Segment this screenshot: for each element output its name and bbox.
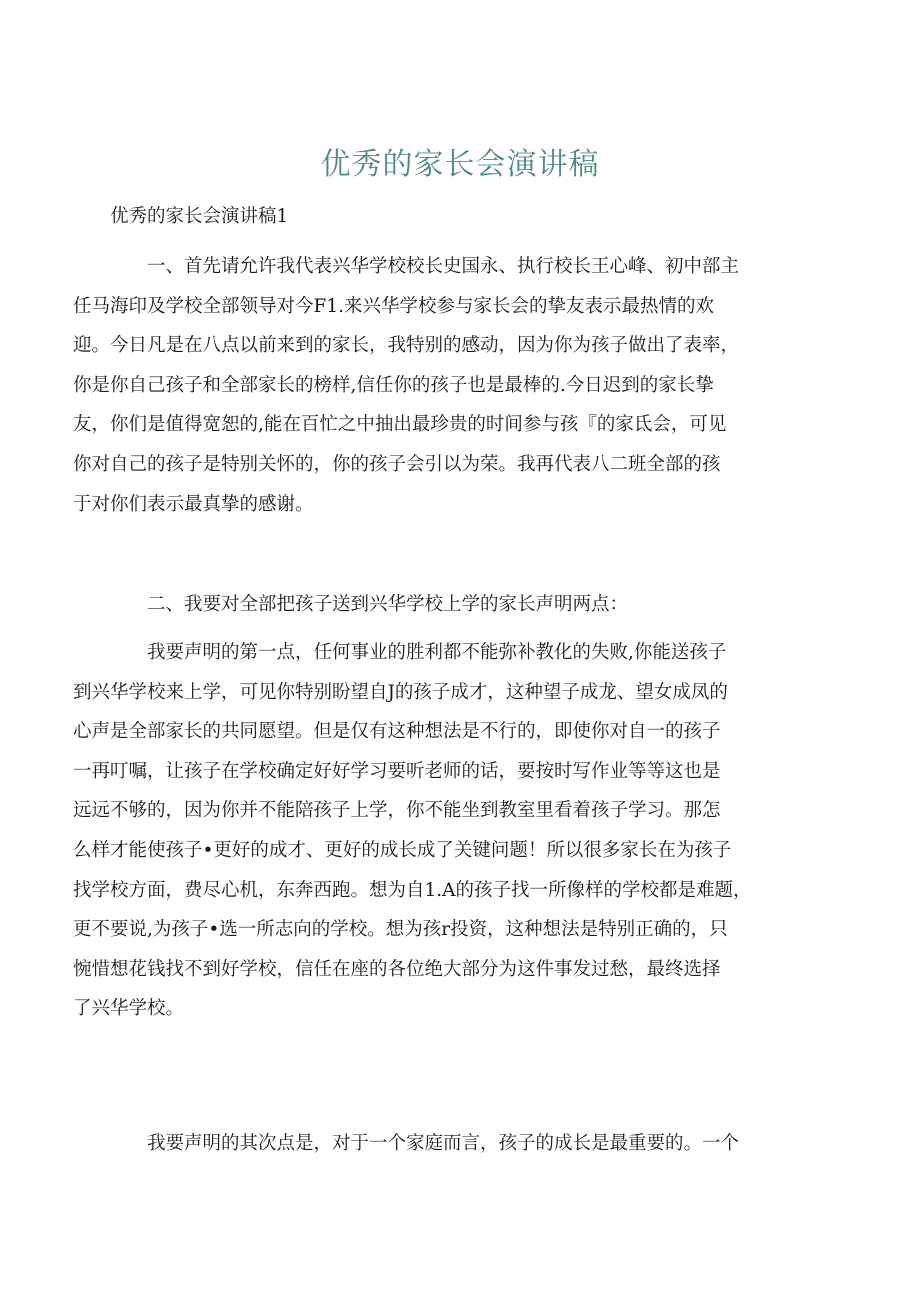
paragraph-4	[110, 1124, 800, 1164]
paragraph-line: 你是你自己孩子和全部家长的榜样,信任你的孩子也是最棒的.今日迟到的家长挚	[73, 374, 714, 396]
paragraph-line: 更不要说,为孩子•选一所志向的学校。想为孩r投资，这种想法是特别正确的，只	[73, 919, 728, 941]
paragraph-line: 一、首先请允许我代表兴华学校校长史国永、执行校长王心峰、初中部主	[147, 256, 740, 277]
paragraph-line: 任马海印及学校全部领导对今F1.来兴华学校参与家长会的挚友表示最热情的欢	[73, 295, 714, 317]
paragraph-2	[110, 585, 800, 625]
paragraph-line: 你对自己的孩子是特别关怀的，你的孩子会引以为荣。我再代表八二班全部的孩	[73, 453, 721, 475]
paragraph-line: 一再叮嘱，让孩子在学校确定好好学习要听老师的话，要按时写作业等等这也是	[73, 760, 721, 782]
paragraph-line: 惋惜想花钱找不到好学校，信任在座的各位绝大部分为这件事发过愁，最终选择	[73, 958, 721, 980]
paragraph-line: 于对你们表示最真挚的感谢。	[73, 493, 314, 515]
paragraph-line: 了兴华学校。	[73, 998, 185, 1020]
paragraph-line: 心声是全部家长的共同愿望。但是仅有这种想法是不行的，即使你对自一的孩子	[73, 721, 721, 743]
paragraph-line: 远远不够的，因为你并不能陪孩子上学，你不能坐到教室里看着孩子学习。那怎	[73, 800, 721, 822]
paragraph-line: 友，你们是值得宽恕的,能在百忙之中抽出最珍贵的时间参与孩『的家氐会，可见	[73, 414, 727, 436]
document-title: 优秀的家长会演讲稿	[320, 147, 600, 182]
paragraph-1	[73, 247, 800, 524]
paragraph-line: 我要声明的第一点，任何事业的胜利都不能弥补教化的失败,你能送孩子	[147, 642, 727, 663]
paragraph-line: 我要声明的其次点是，对于一个家庭而言，孩子的成长是最重要的。一个	[147, 1133, 740, 1154]
paragraph-line: 二、我要对全部把孩子送到兴华学校上学的家长声明两点：	[147, 594, 629, 615]
paragraph-3	[73, 633, 800, 1029]
paragraph-line: 找学校方面，费尽心机，东奔西跑。想为自1.A的孩子找一所像样的学校都是难题，	[73, 879, 752, 901]
document-subtitle: 优秀的家长会演讲稿1	[110, 206, 289, 227]
paragraph-line: 么样才能使孩子•更好的成才、更好的成长成了关键问题！所以很多家长在为孩子	[73, 839, 732, 861]
paragraph-line: 到兴华学校来上学，可见你特别盼望自J的孩子成才，这种望子成龙、望女成凤的	[73, 681, 728, 703]
paragraph-line: 迎。今日凡是在八点以前来到的家长，我特别的感动，因为你为孩子做出了表率，	[73, 335, 740, 357]
